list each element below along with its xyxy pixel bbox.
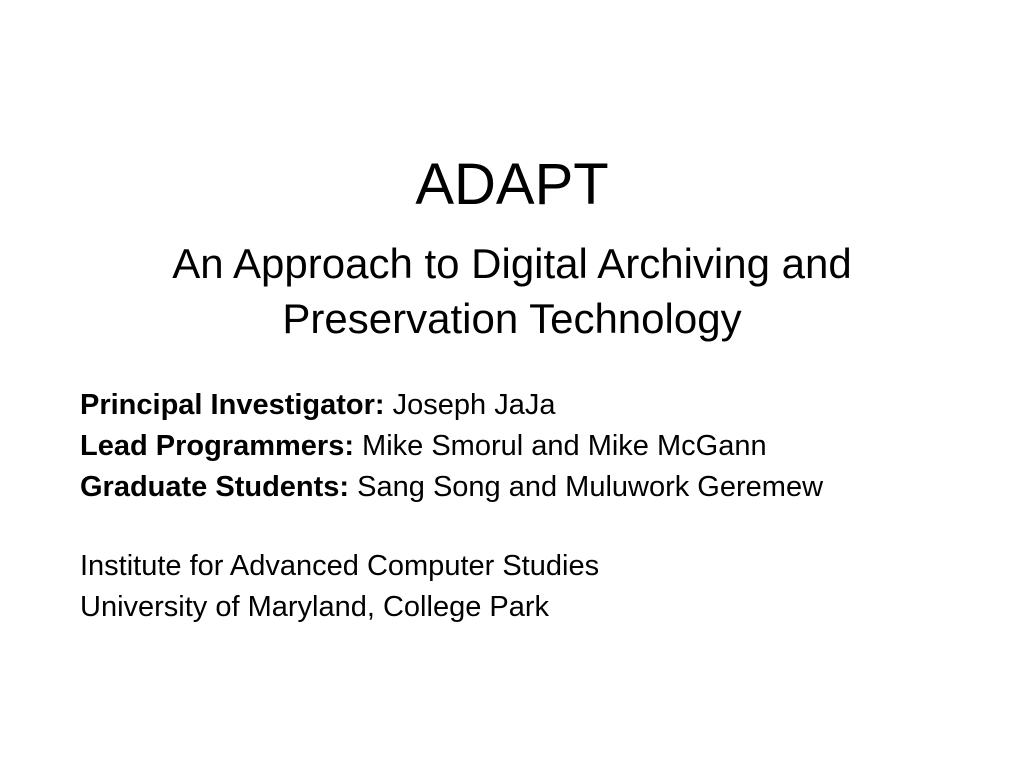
credit-lead-programmers xyxy=(80,426,1000,467)
credits-block xyxy=(80,385,1000,508)
affiliation-block xyxy=(80,546,1000,628)
slide-subtitle xyxy=(112,236,912,346)
credit-label: Principal Investigator: xyxy=(80,389,393,421)
slide-title: ADAPT xyxy=(415,152,609,217)
university-name: University of Maryland, College Park xyxy=(80,591,550,623)
credit-label: Graduate Students: xyxy=(80,471,358,503)
subtitle-line-1: An Approach to Digital Archiving and xyxy=(172,240,852,287)
subtitle-line-2: Preservation Technology xyxy=(282,295,742,342)
credit-value: Joseph JaJa xyxy=(392,389,556,421)
credit-value: Mike Smorul and Mike McGann xyxy=(362,430,767,462)
institute-name: Institute for Advanced Computer Studies xyxy=(80,550,600,582)
credit-graduate-students xyxy=(80,467,1000,508)
credit-principal-investigator xyxy=(80,385,1000,426)
credit-label: Lead Programmers: xyxy=(80,430,363,462)
credit-value: Sang Song and Muluwork Geremew xyxy=(357,471,824,503)
